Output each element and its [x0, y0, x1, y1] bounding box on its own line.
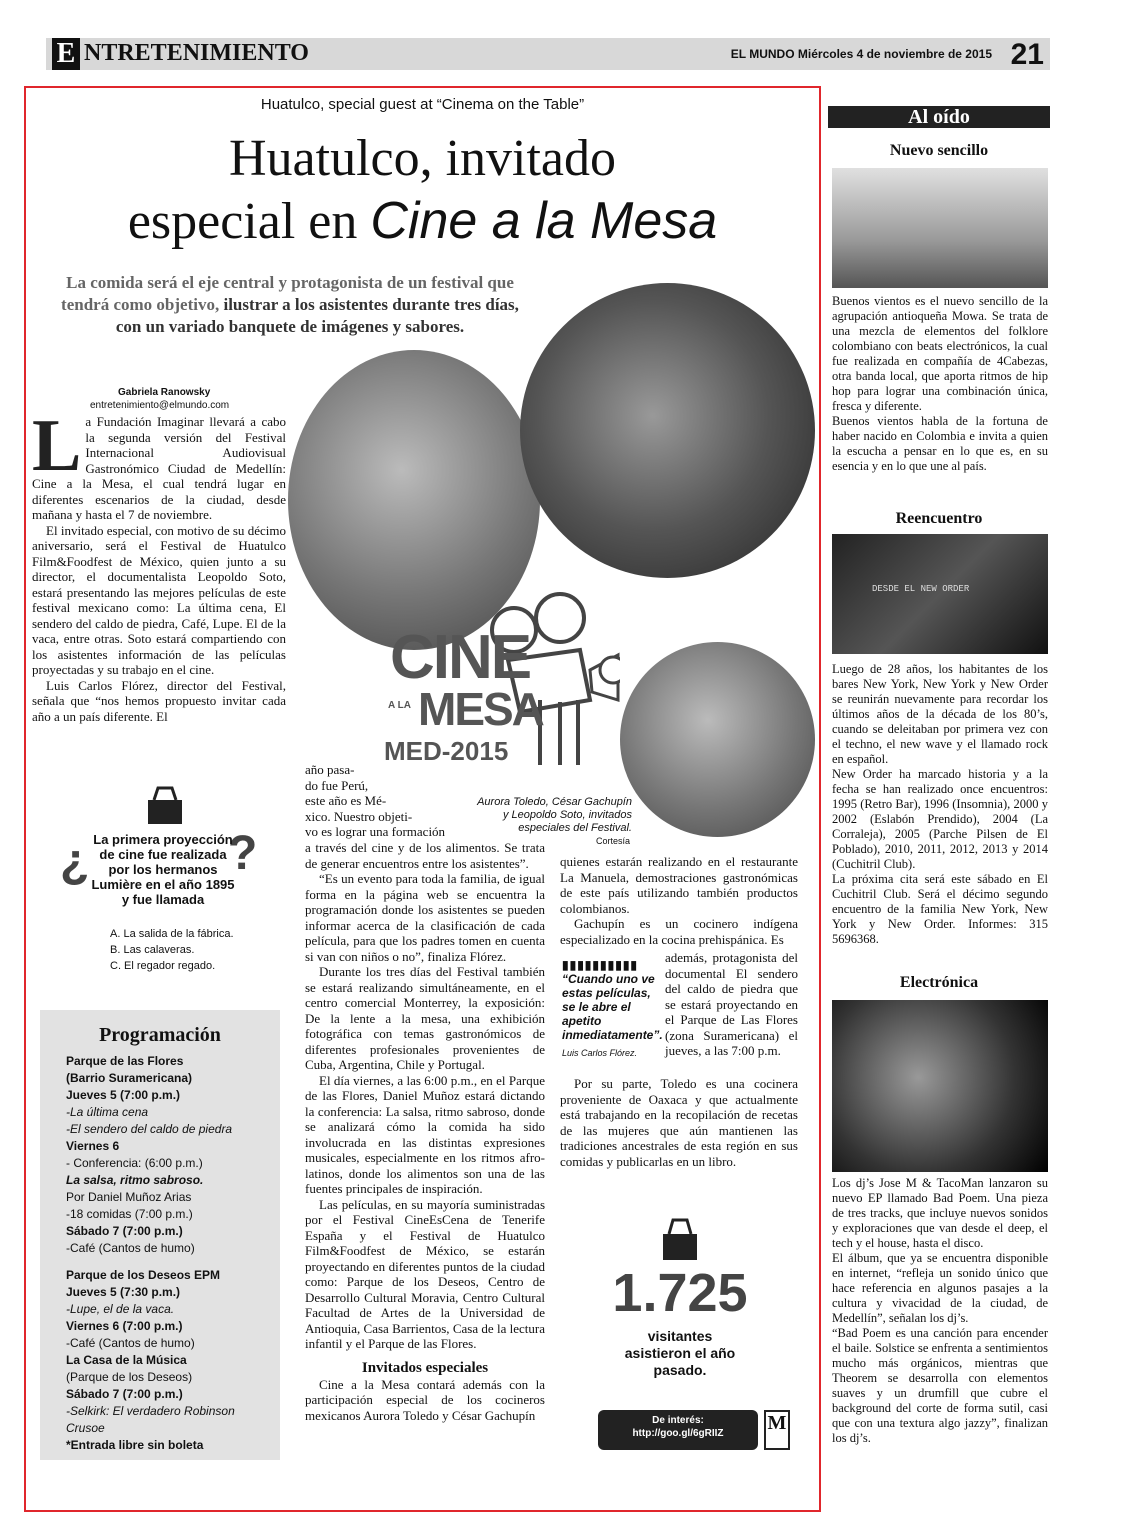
programacion-title: Programación [99, 1024, 221, 1046]
cont-line-c: este año es Mé- [305, 793, 387, 808]
author: Gabriela Ranowsky [118, 387, 211, 398]
photo-mowa [832, 168, 1048, 288]
article-col3-narrow [665, 950, 798, 1059]
sidebar-para: Los dj’s Jose M & TacoMan lanzaron su nuevo EP llamado Bad Poem. Una pieza de tres tracks, que incluye nuevos sonidos y exploraciones que van desde el deep, el tech y el house, hasta el disco. [832, 1176, 1048, 1250]
cont-line-e: vo es lograr una formación [305, 824, 446, 839]
visitors-caption: visitantes asistieron el año pasado. [624, 1328, 736, 1378]
programacion-list [40, 1047, 280, 1454]
interes-link[interactable]: http://goo.gl/6gRIIZ [632, 1428, 724, 1439]
prog-line: Jueves 5 (7:30 p.m.) [66, 1285, 181, 1299]
para-2: El invitado especial, con motivo de su décimo aniversario, será el Festival de Huatulco Film&Foodfest de México, quien junto a su director, el documentalista Leopoldo Soto, estará presentando las mejores películas de este festival mexicano como: La última cena, El sendero del caldo de piedra, Café, Lupe. El de la vaca, entre otras. Soto estará compartiendo con los asistentes información de las películas proyectadas y su trabajo en el cine. [32, 522, 286, 677]
prog-line: -Café (Cantos de humo) [66, 1241, 195, 1255]
prog-line: Parque de las Flores [66, 1054, 184, 1068]
prog-line: -Lupe, el de la vaca. [66, 1302, 175, 1316]
section-initial: E [52, 38, 80, 70]
para-4: “Es un evento para toda la familia, de igual forma en la página web se encuentra la programación donde los asistentes se pueden informar acerca de la clasificación de cada película, para que los padres tomen en cuenta si van con niños o no”, finaliza Flórez. [305, 871, 545, 964]
sidebar-para: Luego de 28 años, los habitantes de los bares New York, New York y New Order se reunirán nuevamente para recordar los últimos años de la década de los 80’s, cuando se deleitaban por primera vez con el techno, el new wave y el llamado rock en español. [832, 662, 1048, 766]
spiral-icon: ▮▮▮▮▮▮▮▮▮▮ [562, 958, 639, 972]
photo-cesar-gachupin [520, 283, 815, 578]
para-8: Cine a la Mesa contará además con la participación especial de los cocineros mexicanos Aurora Toledo y César Gachupín [305, 1376, 545, 1423]
para-3-end: a través del cine y de los alimentos. Se trata de generar encuentros entre los asistentes”. [305, 840, 545, 871]
prog-line: -La última cena [66, 1105, 149, 1119]
prog-line: Parque de los Deseos EPM [66, 1268, 221, 1282]
prog-line: La Casa de la Música [66, 1353, 187, 1367]
prog-line: -El sendero del caldo de piedra [66, 1122, 233, 1136]
quote-author: Luis Carlos Flórez. [562, 1048, 638, 1058]
sidebar-para: “Bad Poem es una canción para encender el baile. Solstice se enfrenta a sentimientos mucho más orgánicos, mientras que Theorem se desarrolla con elementos suaves y un drumfill que cubre el background del corte de forma sutil, casi que con una textura algo jazzy”, finalizan los dj’s. [832, 1326, 1048, 1445]
sidebar-body-1 [832, 294, 1048, 474]
sidebar-body-2 [832, 662, 1048, 947]
issue-date: EL MUNDO Miércoles 4 de noviembre de 2015 [730, 47, 992, 61]
para-9: quienes estarán realizando en el restaurante La Manuela, demostraciones gastronómicas de este país utilizando también productos colombianos. [560, 854, 798, 916]
quiz-question: La primera proyección de cine fue realizada por los hermanos Lumière en el año 1895 y fue llamada [91, 832, 235, 907]
para-3: Luis Carlos Flórez, director del Festival, señala que “nos hemos propuesto invitar cada año a un país diferente. El [32, 677, 286, 724]
prog-line: *Entrada libre sin boleta [66, 1438, 204, 1452]
headline-line2-b: Cine a la Mesa [370, 192, 718, 250]
sidebar-para: Buenos vientos es el nuevo sencillo de la agrupación antioqueña Mowa. Se trata de una mezcla de elementos del folklore colombiano con beats electrónicos, la cual fue realizada en compañía de 4Cabezas, otra banda local, que aporta ritmos de hip hop para lograr una combinación única, fresca y diferente. [832, 294, 1048, 413]
sidebar-para: New Order ha marcado historia y a la fecha se han realizado once encuentros: 1995 (Retro Bar), 1996 (Insomnia), 2000 y 2002 (Eslabón Prendido), 2004 (La Corraleja), 2005 (Parche Pilsen de El Poblado), 2010, 2011, 2012, 2013 y 2014 (Cuchitril Club). [832, 767, 1048, 871]
cont-line-a: año pasa- [305, 762, 355, 777]
prog-line: La salsa, ritmo sabroso. [66, 1173, 204, 1187]
headline-line1: Huatulco, invitado [228, 130, 617, 187]
prog-line: (Barrio Suramericana) [66, 1071, 193, 1085]
logo-cine: CINE [390, 623, 531, 692]
author-email: entretenimiento@elmundo.com [90, 400, 230, 411]
sidebar-body-3 [832, 1176, 1048, 1446]
para-7: Las películas, en su mayoría suministradas por el Festival CineEsCena de Tenerife España y el Festival de Huatulco Film&Foodfest de México, se estarán proyectando en diferentes puntos de la ciudad como: Parque de los Deseos, Centro de Desarrollo Cultural Moravia, Centro Cultural Facultad de Artes de la Universidad de Antioquia, Casa Barrientos, Casa de la lectura infantil y el Parque de las Flores. [305, 1196, 545, 1351]
sidebar-title: Al oído [828, 106, 1050, 128]
cont-line-d: xico. Nuestro objeti- [305, 808, 413, 824]
article-col-continuation [305, 762, 475, 840]
lede-highlight: La comida será el eje central y protagonista de un festival que tendrá como objetivo, [61, 273, 514, 314]
quote-text: “Cuando uno ve estas películas, se le abre el apetito inmediatamente”. [562, 972, 663, 1042]
quiz-option-b: B. Las calaveras. [110, 944, 195, 956]
article-col2 [305, 840, 545, 1423]
prog-line: Jueves 5 (7:00 p.m.) [66, 1088, 181, 1102]
quiz-option-a: A. La salida de la fábrica. [110, 928, 234, 940]
prog-line: Viernes 6 [66, 1139, 120, 1153]
cine-a-la-mesa-logo [360, 590, 620, 770]
question-close-icon: ? [228, 827, 258, 880]
prog-line: Sábado 7 (7:00 p.m.) [66, 1387, 183, 1401]
article-col3-b [560, 1076, 798, 1169]
para-10: Gachupín es un cocinero indígena especializado en la cocina prehispánica. Es [560, 916, 798, 947]
photo-djs [832, 1000, 1048, 1172]
photo-leopoldo-soto [620, 642, 815, 837]
pull-quote [562, 958, 663, 1058]
interes-box [598, 1410, 758, 1450]
article-col3 [560, 854, 798, 947]
question-open-icon: ¿ [60, 835, 90, 888]
logo-mesa: MESA [418, 683, 543, 735]
article-lede [60, 272, 520, 338]
headline-line2-a: especial en [127, 193, 371, 250]
section-header [46, 38, 1050, 70]
prog-line: -Selkirk: El verdadero Robinson Crusoe [66, 1404, 235, 1435]
drop-cap: L [32, 405, 82, 487]
para-11: Por su parte, Toledo es una cocinera proveniente de Oaxaca y que actualmente está trabajando en la recopilación de recetas de las mujeres que aún mantienen las tradiciones ancestrales de esta región en sus comidas y publicarlas en un libro. [560, 1076, 798, 1169]
flyer-text: DESDE EL NEW ORDER [872, 584, 970, 594]
prog-line: Sábado 7 (7:00 p.m.) [66, 1224, 183, 1238]
logo-a-la: A LA [388, 700, 411, 711]
binder-clip-icon-2 [655, 1218, 705, 1262]
article-subtitle: Huatulco, special guest at “Cinema on the Table” [260, 96, 585, 113]
sidebar-para: Buenos vientos habla de la fortuna de haber nacido en Colombia e invita a quien la escucha a pensar en lo que es, en su esencia y en lo que une al país. [832, 414, 1048, 473]
lede-rest: ilustrar a los asistentes durante tres días, con un variado banquete de imágenes y sabores. [115, 295, 519, 336]
sidebar-para: El álbum, que ya se encuentra disponible en internet, “refleja un sonido único que hace referencia en algunos pasajes a la cultura y vivacidad de la ciudad, de Medellín”, señalan los dj’s. [832, 1251, 1048, 1325]
prog-line: Por Daniel Muñoz Arias [66, 1190, 192, 1204]
prog-line: (Parque de los Deseos) [66, 1370, 193, 1384]
para-6: El día viernes, a las 6:00 p.m., en el Parque de las Flores, Daniel Muñoz estará dictando la conferencia: La salsa, ritmo sabroso, donde se analizará cómo la comida ha sido involucrada en las distintas expresiones musicales, especialmente en los ritmos afro-latinos, donde los alimentos son una de las fuentes principales de inspiración. [305, 1072, 545, 1196]
sidebar-para: La próxima cita será este sábado en El Cuchitril Club. Será el décimo segundo encuentro de la familia New York, New York y New Order. Informes: 315 5696368. [832, 872, 1048, 946]
headline-line2 [30, 190, 815, 253]
quiz-box [60, 786, 270, 986]
photo-credit: Cortesía [596, 836, 631, 846]
para-1: a Fundación Imaginar llevará a cabo la segunda versión del Festival Internacional Audiovisual Gastronómico Ciudad de Medellín: Cine a la Mesa, el cual tendrá lugar en diferentes escenarios de la ciudad, desde mañana y hasta el 7 de noviembre. [32, 414, 286, 522]
sidebar-heading-2: Reencuentro [895, 510, 983, 527]
el-mundo-badge: M [764, 1410, 790, 1450]
prog-line: - Conferencia: (6:00 p.m.) [66, 1156, 203, 1170]
page-number: 21 [1010, 38, 1044, 71]
photo-new-order-flyer [832, 534, 1048, 654]
binder-clip-icon [140, 786, 190, 828]
prog-line: -18 comidas (7:00 p.m.) [66, 1207, 193, 1221]
para-10-b: además, protagonista del documental El sendero del caldo de piedra que se estará proyectando en el Parque de Las Flores (zona Suramericana) el jueves, a las 7:00 p.m. [665, 950, 798, 1058]
sidebar-heading-1: Nuevo sencillo [889, 142, 989, 159]
quiz-options [110, 926, 234, 974]
invitados-heading: Invitados especiales [361, 1359, 489, 1376]
section-name: NTRETENIMIENTO [84, 40, 309, 66]
prog-line: -Café (Cantos de humo) [66, 1336, 195, 1350]
prog-line: Viernes 6 (7:00 p.m.) [66, 1319, 183, 1333]
article-headline [30, 128, 815, 253]
quiz-option-c: C. El regador regado. [110, 960, 216, 972]
programacion-box [40, 1010, 280, 1460]
photo-caption: Aurora Toledo, César Gachupín y Leopoldo Soto, invitados especiales del Festival. [477, 796, 632, 834]
visitors-number: 1.725 [612, 1263, 748, 1323]
sidebar-heading-3: Electrónica [899, 974, 979, 991]
cont-line-b: do fue Perú, [305, 777, 369, 793]
para-5: Durante los tres días del Festival también se estará realizando simultáneamente, en el centro comercial Monterrey, la exposición: De la lente a la mesa, una exhibición fotográfica con temas gastronómicos de diferentes profesionales provenientes de Cuba, Argentina, Chile y Portugal. [305, 964, 545, 1072]
logo-med-2015: MED-2015 [384, 736, 509, 766]
interes-label: De interés: [652, 1415, 704, 1426]
